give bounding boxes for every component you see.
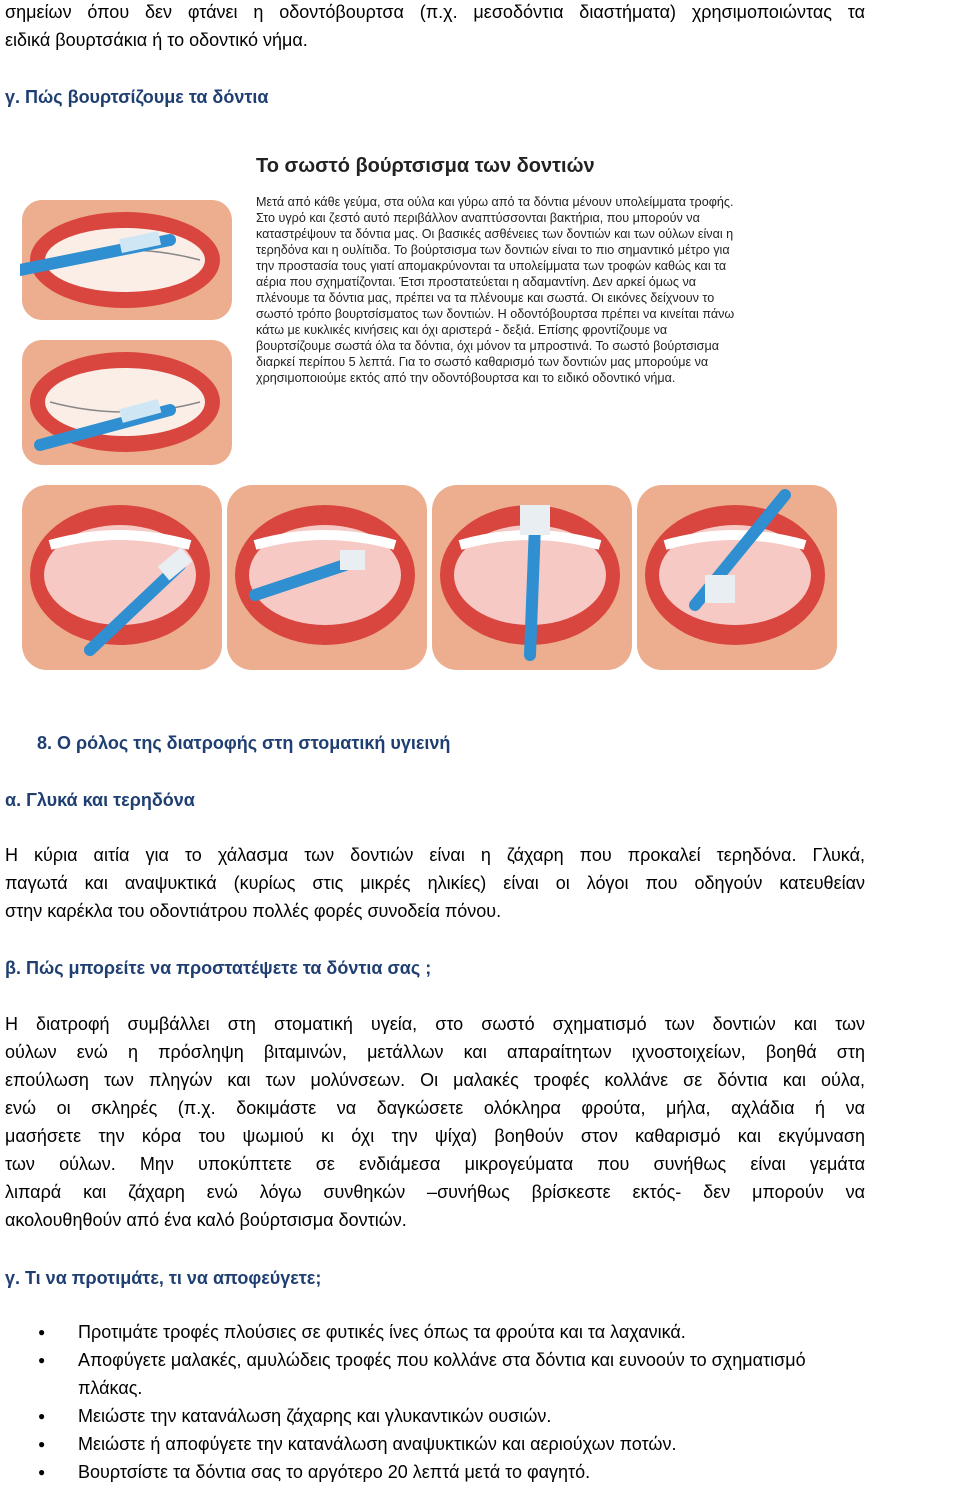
mouth-illustration-6 <box>637 485 837 670</box>
para-beta-line: ούλων ενώ η πρόσληψη βιταμινών, μετάλλων και απαραίτητων ιχνοστοιχείων, βοηθά στη <box>5 1042 865 1062</box>
figure-text-line: καταστρέψουν τα δόντια μας. Οι βασικές ασθένειες των δοντιών και των ούλων είναι η <box>256 227 734 241</box>
para-beta-line: ακολουθηθούν από ένα καλό βούρτσισμα δοντιών. <box>5 1210 407 1230</box>
figure-text-line: αέρια που σχηματίζονται. Έτσι προστατεύεται η αδαμαντίνη. Δεν αρκεί όμως να <box>256 275 697 289</box>
figure-title: Το σωστό βούρτσισμα των δοντιών <box>256 155 595 177</box>
intro-line-1: σημείων όπου δεν φτάνει η οδοντόβουρτσα (π.χ. μεσοδόντια διαστήματα) χρησιμοποιώντας τα <box>5 2 865 22</box>
para-alpha-line-3: στην καρέκλα του οδοντιάτρου πολλές φορές συνοδεία πόνου. <box>5 901 502 921</box>
para-beta-line: Η διατροφή συμβάλλει στη στοματική υγεία, στο σωστό σχηματισμό των δοντιών και των <box>5 1014 865 1034</box>
figure-text-line: τερηδόνα και η ουλίτιδα. Το βούρτσισμα των δοντιών είναι το πιο σημαντικό μέτρο για <box>256 243 730 257</box>
list-item: ● Μειώστε την κατανάλωση ζάχαρης και γλυκαντικών ουσιών. <box>38 1402 868 1430</box>
figure-text-line: βουρτσίζουμε σωστά όλα τα δόντια, όχι μόνον τα μπροστινά. Το σωστό βούρτσισμα <box>256 339 719 353</box>
intro-line-2: ειδικά βουρτσάκια ή το οδοντικό νήμα. <box>5 30 308 50</box>
para-beta-line: μασήσετε την κόρα του ψωμιού κι όχι την ψίχα) βοηθούν στον καθαρισμό και εκγύμναση <box>5 1126 865 1146</box>
figure-text-line: διαρκεί περίπου 5 λεπτά. Για το σωστό καθαρισμό των δοντιών μας μπορούμε να <box>256 355 709 369</box>
list-item: ● Αποφύγετε μαλακές, αμυλώδεις τροφές που κολλάνε στα δόντια και ευνοούν το σχηματισμό πλάκας. <box>38 1346 868 1402</box>
list-item: ● Μειώστε ή αποφύγετε την κατανάλωση αναψυκτικών και αεριούχων ποτών. <box>38 1430 868 1458</box>
advice-list <box>38 1318 868 1486</box>
figure-text-line: κάτω με κυκλικές κινήσεις και όχι αριστερά - δεξιά. Επίσης φροντίζουμε να <box>256 323 668 337</box>
heading-sweets-caries: α. Γλυκά και τερηδόνα <box>5 790 195 810</box>
figure-text-line: την προστασία τους γιατί απομακρύνονται τα υπολείμματα των τροφών καθώς και τα <box>256 259 727 273</box>
mouth-illustration-4 <box>227 485 427 670</box>
list-item: ● Προτιμάτε τροφές πλούσιες σε φυτικές ίνες όπως τα φρούτα και τα λαχανικά. <box>38 1318 868 1346</box>
heading-how-to-brush: γ. Πώς βουρτσίζουμε τα δόντια <box>5 87 269 107</box>
para-alpha-line-1: Η κύρια αιτία για το χάλασμα των δοντιών είναι η ζάχαρη που προκαλεί τερηδόνα. Γλυκά, <box>5 845 865 865</box>
para-beta-line: ενώ οι σκληρές (π.χ. δοκιμάστε να δαγκώσετε ολόκληρα φρούτα, μήλα, αχλάδια ή να <box>5 1098 865 1118</box>
para-beta-line: των ούλων. Μην υποκύπτετε σε ενδιάμεσα μικρογεύματα που συνήθως είναι γεμάτα <box>5 1154 865 1174</box>
para-beta-line: επούλωση των πληγών και των μολύνσεων. Οι μαλακές τροφές κολλάνε σε δόντια και ούλα, <box>5 1070 865 1090</box>
heading-protect-teeth: β. Πώς μπορείτε να προστατέψετε τα δόντια σας ; <box>5 958 432 978</box>
mouth-illustration-3 <box>22 485 222 670</box>
para-beta-line: λιπαρά και ζάχαρη ενώ λόγω συνθηκών –συνήθως βρίσκεστε εκτός- δεν μπορούν να <box>5 1182 865 1202</box>
figure-text-block <box>256 195 734 385</box>
mouth-illustration-5 <box>432 485 632 670</box>
figure-text-line: πλένουμε τα δόντια μας, πρέπει να τα πλένουμε και σωστά. Οι εικόνες δείχνουν το <box>256 291 715 305</box>
mouth-illustration-1 <box>20 200 232 320</box>
list-item: ● Βουρτσίστε τα δόντια σας το αργότερο 20 λεπτά μετά το φαγητό. <box>38 1458 868 1486</box>
brushing-illustration <box>20 140 840 680</box>
heading-section-8: 8. Ο ρόλος της διατροφής στη στοματική υγιεινή <box>37 733 451 753</box>
mouth-illustration-2 <box>22 340 232 465</box>
figure-text-line: Μετά από κάθε γεύμα, στα ούλα και γύρω από τα δόντια μένουν υπολείμματα τροφής. <box>256 195 734 209</box>
figure-text-line: Στο υγρό και ζεστό αυτό περιβάλλον αναπτύσσονται βακτήρια, που μπορούν να <box>256 211 700 225</box>
figure-text-line: χρησιμοποιούμε εκτός από την οδοντόβουρτσα και το ειδικό οδοντικό νήμα. <box>256 371 676 385</box>
heading-prefer-avoid: γ. Τι να προτιμάτε, τι να αποφεύγετε; <box>5 1268 322 1288</box>
para-alpha-line-2: παγωτά και αναψυκτικά (κυρίως στις μικρές ηλικίες) είναι οι λόγοι που οδηγούν κατευθείαν <box>5 873 865 893</box>
figure-text-line: σωστό τρόπο βουρτσίσματος των δοντιών. Η οδοντόβουρτσα πρέπει να κινείται πάνω <box>256 307 735 321</box>
